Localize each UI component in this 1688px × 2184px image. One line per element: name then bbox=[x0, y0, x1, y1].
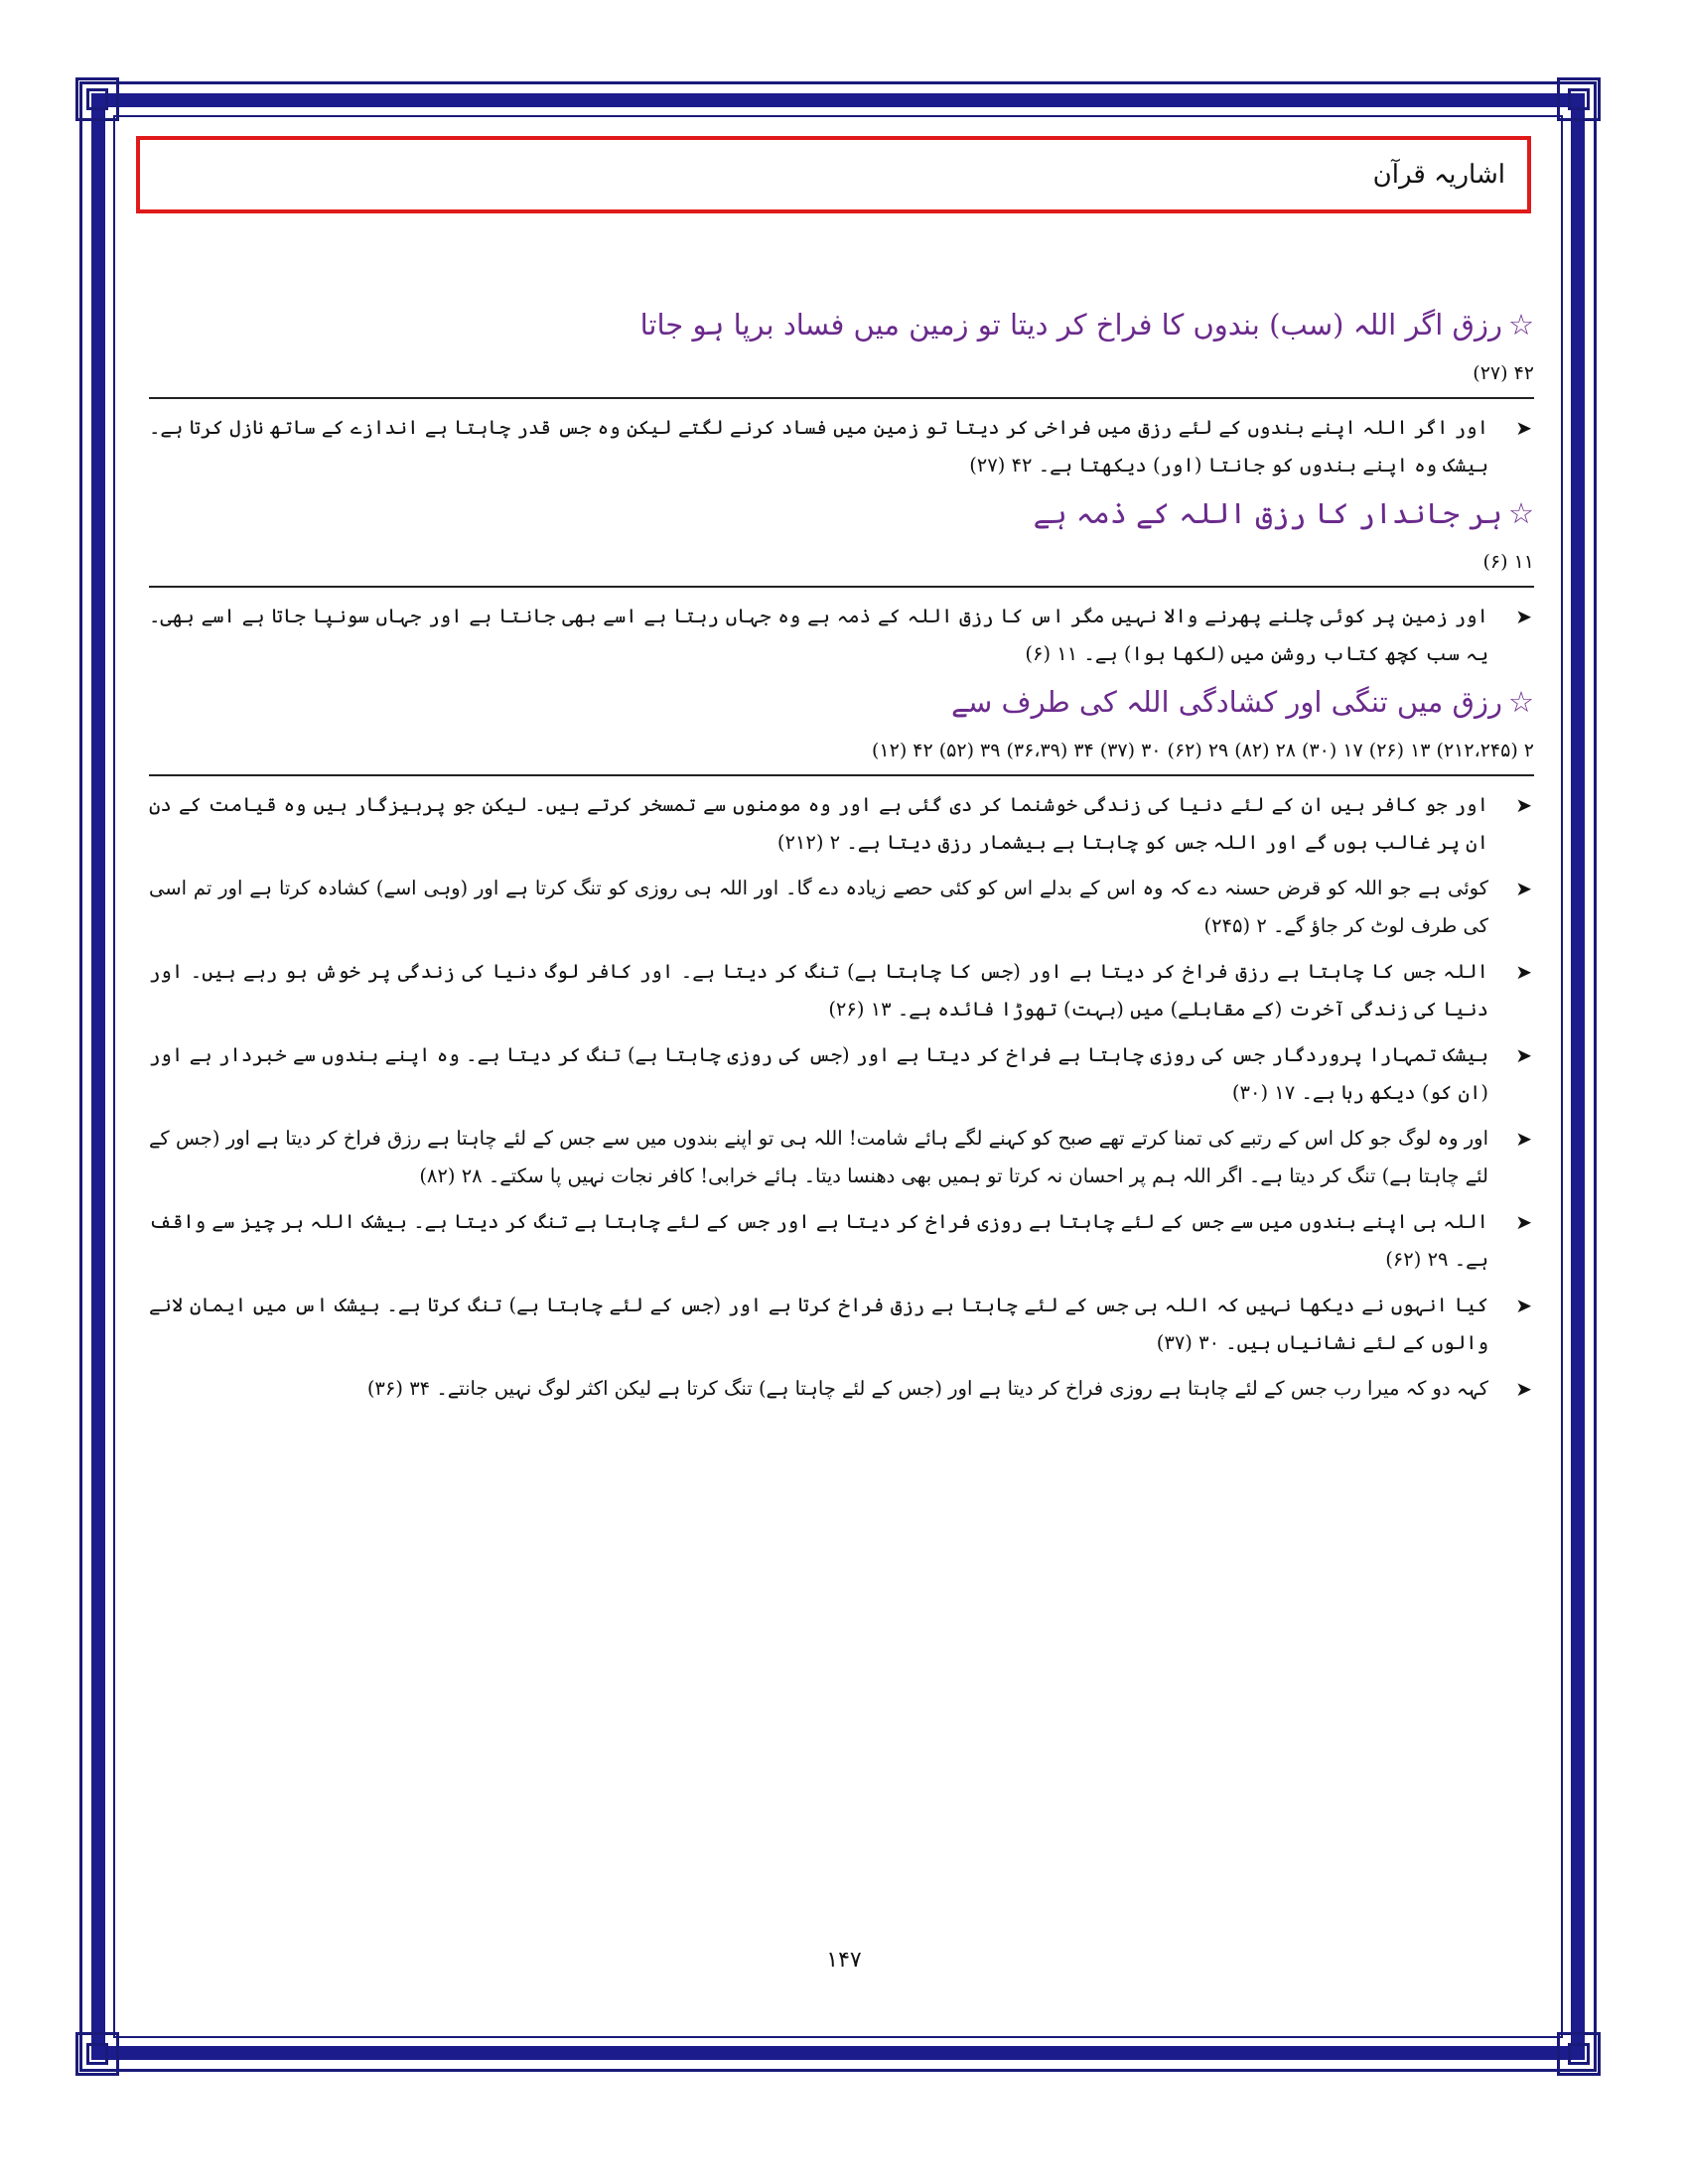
section-divider bbox=[149, 774, 1534, 776]
verse-entry bbox=[149, 1370, 1534, 1408]
verse-entry bbox=[149, 1036, 1534, 1112]
verse-text: بیشک تمہارا پروردگار جس کی روزی چاہتا ہے فراخ کر دیتا ہے اور (جس کی روزی چاہتا ہے) تنگ کر دیتا ہے۔ وہ اپنے بندوں سے خبردار ہے اور (ان کو) دیکھ رہا ہے۔ ۱۷ (۳۰) bbox=[149, 1043, 1488, 1105]
topic-heading-text: رزق اگر اللہ (سب) بندوں کا فراخ کر دیتا تو زمین میں فساد برپا ہو جاتا bbox=[639, 308, 1502, 341]
topic-heading-text: ہر جاندار کا رزق اللہ کے ذمہ ہے bbox=[1033, 496, 1502, 531]
verse-entry bbox=[149, 870, 1534, 945]
verse-text: اللہ جس کا چاہتا ہے رزق فراخ کر دیتا ہے اور (جس کا چاہتا ہے) تنگ کر دیتا ہے۔ اور کافر لوگ دنیا کی زندگی پر خوش ہو رہے ہیں۔ اور دنیا کی زندگی آخرت (کے مقابلے) میں (بہت) تھوڑا فائدہ ہے۔ ۱۳ (۲۶) bbox=[149, 960, 1488, 1022]
topic-references: ۱۱ (۶) bbox=[1482, 550, 1534, 573]
verse-text: کیا انہوں نے دیکھا نہیں کہ اللہ ہی جس کے لئے چاہتا ہے رزق فراخ کرتا ہے اور (جس کے لئے چاہتا ہے) تنگ کرتا ہے۔ بیشک اس میں ایمان لانے والوں کے لئے نشانیاں ہیں۔ ۳۰ (۳۷) bbox=[149, 1294, 1488, 1355]
arrow-bullet-icon: ➤ bbox=[1515, 1210, 1532, 1235]
verse-entry bbox=[149, 1120, 1534, 1195]
section-divider bbox=[149, 586, 1534, 588]
verse-text: کہہ دو کہ میرا رب جس کے لئے چاہتا ہے روزی فراخ کر دیتا ہے اور (جس کے لئے چاہتا ہے) تنگ کرتا ہے لیکن اکثر لوگ نہیں جانتے۔ ۳۴ (۳۶) bbox=[366, 1377, 1488, 1401]
topic-heading bbox=[149, 681, 1534, 725]
arrow-bullet-icon: ➤ bbox=[1515, 1127, 1532, 1152]
arrow-bullet-icon: ➤ bbox=[1515, 877, 1532, 901]
verse-entry bbox=[149, 953, 1534, 1028]
arrow-bullet-icon: ➤ bbox=[1515, 1043, 1532, 1068]
verse-entry bbox=[149, 786, 1534, 862]
verse-text: اور جو کافر ہیں ان کے لئے دنیا کی زندگی خوشنما کر دی گئی ہے اور وہ مومنوں سے تمسخر کرتے ہیں۔ لیکن جو پرہیزگار ہیں وہ قیامت کے دن ان پر غالب ہوں گے اور اللہ جس کو چاہتا ہے بیشمار رزق دیتا ہے۔ ۲ (۲۱۲) bbox=[149, 793, 1488, 855]
topic-references: ۲ (۲۱۲،۲۴۵) ۱۳ (۲۶) ۱۷ (۳۰) ۲۸ (۸۲) ۲۹ (۶۲) ۳۰ (۳۷) ۳۴ (۳۶،۳۹) ۳۹ (۵۲) ۴۲ (۱۲) bbox=[872, 739, 1534, 761]
arrow-bullet-icon: ➤ bbox=[1515, 1294, 1532, 1318]
frame-corner-ornament bbox=[75, 77, 119, 121]
arrow-bullet-icon: ➤ bbox=[1515, 416, 1532, 440]
arrow-bullet-icon: ➤ bbox=[1515, 1377, 1532, 1402]
topic-heading-text: رزق میں تنگی اور کشادگی اللہ کی طرف سے bbox=[951, 685, 1502, 720]
frame-corner-ornament bbox=[75, 2032, 119, 2076]
verse-text: اور زمین پر کوئی چلنے پھرنے والا نہیں مگر اس کا رزق اللہ کے ذمہ ہے وہ جہاں رہتا ہے اسے بھی جانتا ہے اور جہاں سونپا جاتا ہے اسے بھی۔ یہ سب کچھ کتاب روشن میں (لکھا ہوا) ہے۔ ۱۱ (۶) bbox=[149, 605, 1488, 666]
arrow-bullet-icon: ➤ bbox=[1515, 605, 1532, 629]
star-icon: ☆ bbox=[1508, 496, 1534, 531]
index-content bbox=[149, 298, 1534, 1906]
header-box bbox=[136, 136, 1531, 213]
frame-corner-ornament bbox=[1557, 77, 1601, 121]
frame-corner-ornament bbox=[1557, 2032, 1601, 2076]
verse-entry bbox=[149, 1287, 1534, 1362]
arrow-bullet-icon: ➤ bbox=[1515, 793, 1532, 818]
verse-entry bbox=[149, 409, 1534, 484]
verse-text: اور وہ لوگ جو کل اس کے رتبے کی تمنا کرتے تھے صبح کو کہنے لگے ہائے شامت! اللہ ہی تو اپنے بندوں میں سے جس کے لئے چاہتا ہے رزق فراخ کر دیتا ہے اور (جس کے لئے چاہتا ہے) تنگ کر دیتا ہے۔ اگر اللہ ہم پر احسان نہ کرتا تو ہمیں بھی دھنسا دیتا۔ ہائے خرابی! کافر نجات نہیں پا سکتے۔ ۲۸ (۸۲) bbox=[149, 1127, 1488, 1188]
topic-references: ۴۲ (۲۷) bbox=[1473, 361, 1534, 384]
verse-text: اللہ ہی اپنے بندوں میں سے جس کے لئے چاہتا ہے روزی فراخ کر دیتا ہے اور جس کے لئے چاہتا ہے تنگ کر دیتا ہے۔ بیشک اللہ ہر چیز سے واقف ہے۔ ۲۹ (۶۲) bbox=[149, 1210, 1488, 1272]
topic-heading bbox=[149, 492, 1534, 536]
section-divider bbox=[149, 397, 1534, 399]
verse-entry bbox=[149, 598, 1534, 673]
page-title: اشاریہ قرآن bbox=[1372, 160, 1505, 190]
verse-text: اور اگر اللہ اپنے بندوں کے لئے رزق میں فراخی کر دیتا تو زمین میں فساد کرنے لگتے لیکن وہ جس قدر چاہتا ہے اندازے کے ساتھ نازل کرتا ہے۔ بیشک وہ اپنے بندوں کو جانتا (اور) دیکھتا ہے۔ ۴۲ (۲۷) bbox=[149, 416, 1488, 478]
star-icon: ☆ bbox=[1508, 685, 1534, 720]
star-icon: ☆ bbox=[1508, 308, 1534, 341]
topic-heading bbox=[149, 304, 1534, 347]
arrow-bullet-icon: ➤ bbox=[1515, 960, 1532, 985]
page-number: ۱۴۷ bbox=[826, 1948, 862, 1973]
verse-text: کوئی ہے جو اللہ کو قرض حسنہ دے کہ وہ اس کے بدلے اس کو کئی حصے زیادہ دے گا۔ اور اللہ ہی روزی کو تنگ کرتا ہے اور (وہی اسے) کشادہ کرتا ہے اور تم اسی کی طرف لوٹ کر جاؤ گے۔ ۲ (۲۴۵) bbox=[149, 877, 1488, 938]
verse-entry bbox=[149, 1203, 1534, 1279]
